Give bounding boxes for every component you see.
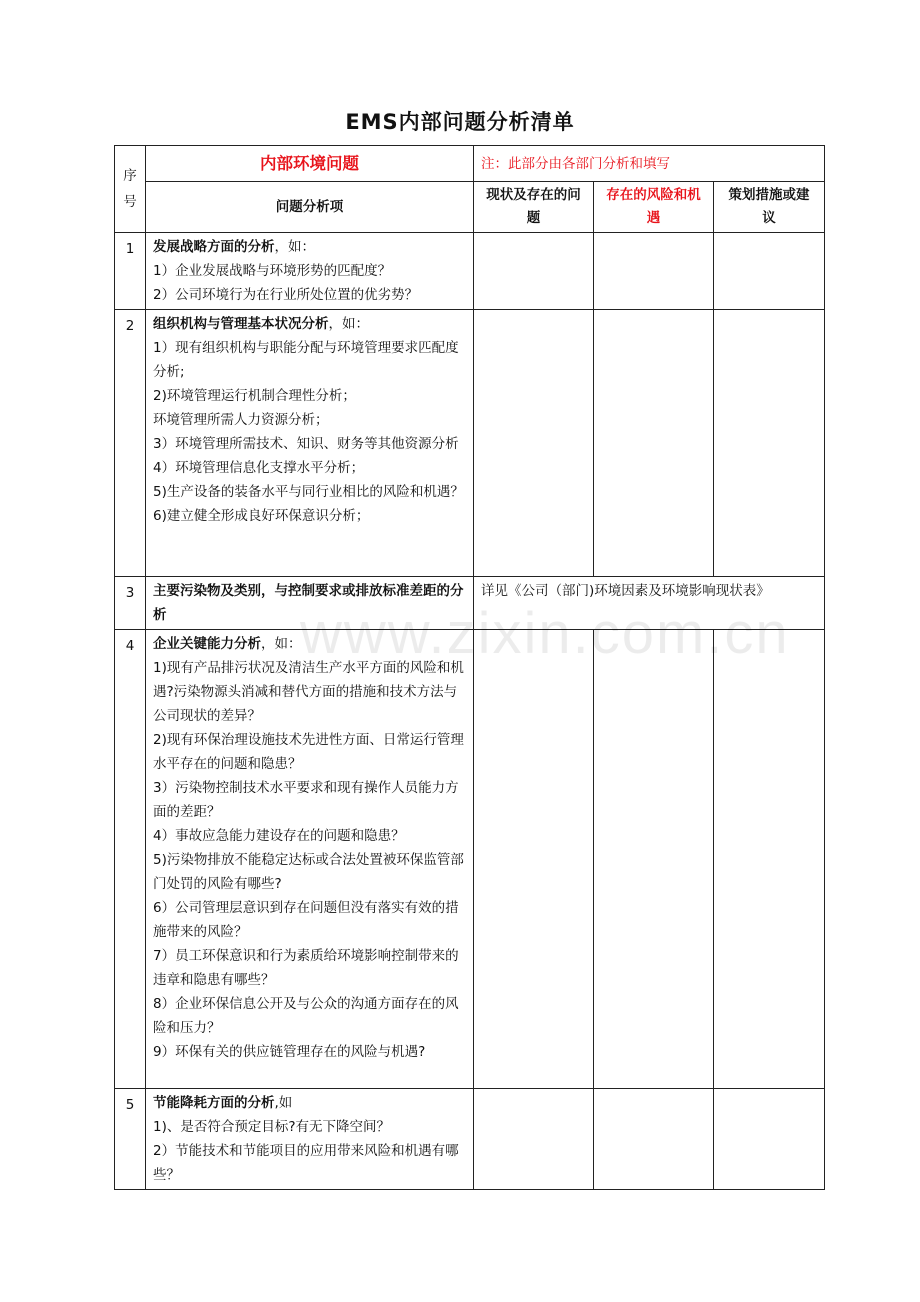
row-item-line: 3）环境管理所需技术、知识、财务等其他资源分析 (153, 436, 459, 452)
row-risk[interactable] (594, 630, 714, 1089)
row-risk[interactable] (594, 233, 714, 310)
table-row (115, 233, 825, 310)
row-item-title: 企业关键能力分析 (153, 636, 261, 652)
row-item-line: 1）现有组织机构与职能分配与环境管理要求匹配度分析; (153, 340, 459, 380)
table-row (115, 630, 825, 1089)
watermark: www.zixin.com.cn (300, 601, 790, 666)
row-risk[interactable] (594, 310, 714, 577)
row-item-heading (153, 1091, 466, 1115)
row-item-line: 9）环保有关的供应链管理存在的风险与机遇? (153, 1044, 426, 1060)
col-header-item: 问题分析项 (146, 182, 474, 233)
row-item-line: 1）企业发展战略与环境形势的匹配度？ (153, 263, 392, 279)
row-merged-note: 详见《公司（部门)环境因素及环境影响现状表》 (474, 577, 825, 630)
row-measure[interactable] (714, 310, 825, 577)
row-item-title: 节能降耗方面的分析 (153, 1095, 275, 1111)
row-item-line: 6)建立健全形成良好环保意识分析； (153, 508, 370, 524)
page-title: EMS内部问题分析清单 (345, 110, 575, 134)
row-item-line: 环境管理所需人力资源分析； (153, 412, 329, 428)
col-header-status (474, 182, 594, 233)
row-item-line: 4）环境管理信息化支撑水平分析； (153, 460, 365, 476)
row-item-line: 6）公司管理层意识到存在问题但没有落实有效的措施带来的风险？ (153, 900, 459, 940)
row-item-line: 2）节能技术和节能项目的应用带来风险和机遇有哪些？ (153, 1143, 459, 1183)
row-seq: 3 (115, 577, 146, 630)
col-header-measure-label: 策划措施或建议 (728, 187, 810, 226)
analysis-table (114, 145, 825, 1190)
row-item-line: 1)现有产品排污状况及清洁生产水平方面的风险和机遇?污染物源头消减和替代方面的措施和技术方法与公司现状的差异？ (153, 660, 464, 724)
row-status[interactable] (474, 233, 594, 310)
table-row (115, 1089, 825, 1190)
row-item (146, 310, 474, 577)
row-item (146, 630, 474, 1089)
table-body (115, 233, 825, 1190)
row-item (146, 1089, 474, 1190)
row-item-suffix: ，如： (328, 316, 369, 332)
row-item-suffix: ，如： (274, 239, 315, 255)
row-item-suffix: ，如： (261, 636, 302, 652)
seq-header (115, 146, 146, 233)
row-item-line: 1)、是否符合预定目标?有无下降空间？ (153, 1119, 391, 1135)
col-header-risk-label: 存在的风险和机遇 (606, 187, 701, 226)
row-item-suffix: ,如 (274, 1095, 293, 1111)
row-item-line: 7）员工环保意识和行为素质给环境影响控制带来的违章和隐患有哪些？ (153, 948, 459, 988)
row-item-title: 发展战略方面的分析 (153, 239, 275, 255)
section-note: 注：此部分由各部门分析和填写 (474, 146, 825, 182)
table-row (115, 310, 825, 577)
row-item-line: 5)污染物排放不能稳定达标或合法处置被环保监管部门处罚的风险有哪些? (153, 852, 464, 892)
row-status[interactable] (474, 1089, 594, 1190)
row-item-line: 4）事故应急能力建设存在的问题和隐患？ (153, 828, 405, 844)
row-item-line: 2)现有环保治理设施技术先进性方面、日常运行管理水平存在的问题和隐患？ (153, 732, 464, 772)
row-item-line: 2)环境管理运行机制合理性分析； (153, 388, 356, 404)
section-title: 内部环境问题 (146, 146, 474, 182)
row-item-heading (153, 235, 466, 259)
row-measure[interactable] (714, 1089, 825, 1190)
row-item-line: 3）污染物控制技术水平要求和现有操作人员能力方面的差距？ (153, 780, 459, 820)
row-seq: 5 (115, 1089, 146, 1190)
row-item-line: 2）公司环境行为在行业所处位置的优劣势？ (153, 287, 419, 303)
row-risk[interactable] (594, 1089, 714, 1190)
row-status[interactable] (474, 630, 594, 1089)
col-header-measure (714, 182, 825, 233)
row-item-heading (153, 312, 466, 336)
seq-header-label: 序号 (123, 168, 137, 210)
row-item (146, 233, 474, 310)
row-item-title: 组织机构与管理基本状况分析 (153, 316, 329, 332)
row-measure[interactable] (714, 630, 825, 1089)
row-seq: 4 (115, 630, 146, 1089)
col-header-status-label: 现状及存在的问题 (486, 187, 581, 226)
col-header-risk (594, 182, 714, 233)
row-status[interactable] (474, 310, 594, 577)
row-item-title: 主要污染物及类别，与控制要求或排放标准差距的分析 (153, 583, 464, 623)
row-item-line: 8）企业环保信息公开及与公众的沟通方面存在的风险和压力？ (153, 996, 459, 1036)
row-measure[interactable] (714, 233, 825, 310)
row-seq: 2 (115, 310, 146, 577)
row-seq: 1 (115, 233, 146, 310)
row-item-line: 5)生产设备的装备水平与同行业相比的风险和机遇？ (153, 484, 464, 500)
